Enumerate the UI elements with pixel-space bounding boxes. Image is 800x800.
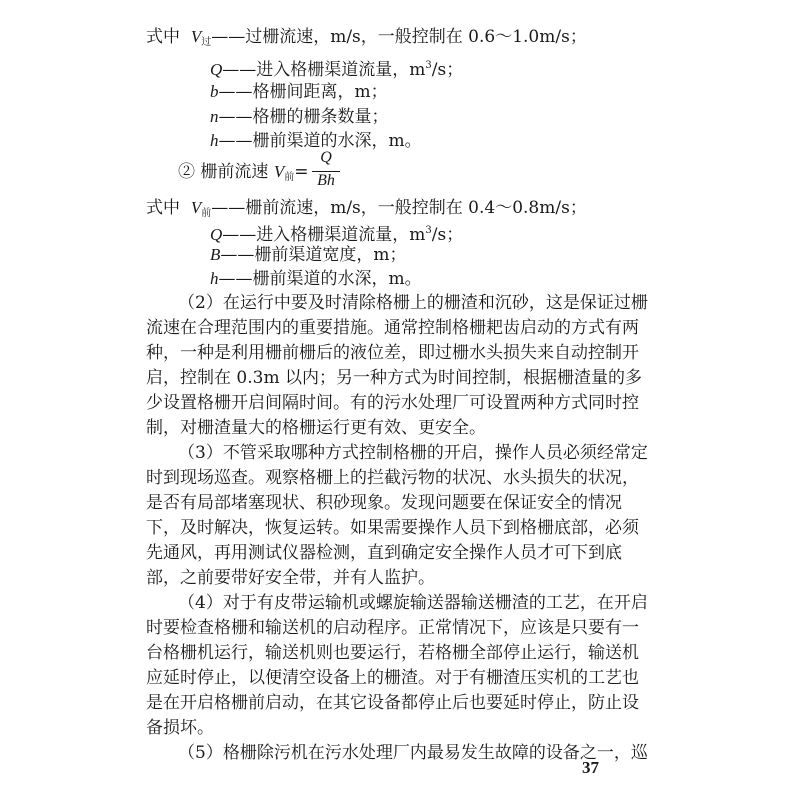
paragraph-line: 少设置格栅开启间隔时间。有的污水处理厂可设置两种方式同时控 [146, 393, 639, 413]
def2-item-desc: ——栅前渠道的水深，m。 [218, 269, 422, 289]
paragraph-line: （3）不管采取哪种方式控制格栅的开启，操作人员必须经常定 [178, 443, 648, 463]
paragraph-line: 下，及时解决，恢复运转。如果需要操作人员下到格栅底部，必须 [146, 518, 639, 538]
paragraph-line: 备损坏。 [146, 718, 214, 738]
def2-item [210, 268, 422, 290]
def1-item [210, 81, 388, 103]
def1-main-line [146, 26, 587, 54]
def1-item-desc: ——格栅的栅条数量； [218, 107, 389, 127]
paragraph-line: 应延时停止，以便清空设备上的栅渣。对于有栅渣压实机的工艺也 [146, 668, 639, 688]
paragraph-line: 种，一种是利用栅前栅后的液位差，即过栅水头损失来自动控制开 [146, 343, 639, 363]
def1-item-desc: ——栅前渠道的水深，m。 [218, 131, 422, 151]
paragraph-line: 流速在合理范围内的重要措施。通常控制格栅耙齿启动的方式有两 [146, 318, 639, 338]
def1-lead: 式中 [146, 27, 180, 47]
def1-item-symbol: n [210, 107, 219, 126]
def2-item-sup: 3 [425, 225, 432, 236]
def1-item-tail: /s； [431, 60, 464, 80]
paragraph-line: 台格栅机运行，输送机则也要运行，若格栅全部停止运行，输送机 [146, 643, 639, 663]
def1-item-symbol: h [210, 131, 219, 150]
def1-v-subscript: 过 [201, 37, 212, 48]
def2-item-tail: /s； [431, 225, 464, 245]
paragraph-line: （2）在运行中要及时清除格栅上的栅渣和沉砂，这是保证过栅 [178, 293, 648, 313]
formula2-label: ② 栅前流速 [178, 162, 269, 182]
paragraph-line: 部，之前要带好安全带，并有人监护。 [146, 568, 435, 588]
def2-item-symbol: B [210, 245, 221, 264]
page-number: 37 [582, 758, 599, 777]
paragraph-line: 是在开启格栅前启动，在其它设备都停止后也要延时停止，防止设 [146, 693, 639, 713]
formula2-v-subscript: 前 [284, 172, 295, 183]
paragraph-line: （4）对于有皮带运输机或螺旋输送器输送栅渣的工艺，在开启 [178, 593, 648, 613]
formula2-denominator: Bh [317, 172, 335, 189]
def1-item-symbol: b [210, 82, 219, 101]
formula2-equals: = [294, 162, 309, 182]
def2-item [210, 220, 463, 246]
paragraph-line: 制，对栅渣量大的格栅运行更有效、更安全。 [146, 418, 486, 438]
paragraph-line: 启，控制在 0.3m 以内；另一种方式为时间控制，根据栅渣量的多 [146, 368, 642, 388]
def2-v-symbol: V [190, 198, 202, 217]
paragraph-line: 先通风，再用测试仪器检测，直到确定安全操作人员才可下到底 [146, 543, 622, 563]
def1-item [210, 106, 389, 128]
paragraph-line: 是否有局部堵塞现状、积砂现象。发现问题要在保证安全的情况 [146, 493, 622, 513]
def2-item-symbol: h [210, 269, 219, 288]
def1-item [210, 55, 463, 81]
def2-lead: 式中 [146, 198, 180, 218]
paragraph-line: 时到现场巡查。观察格栅上的拦截污物的状况、水头损失的状况， [146, 468, 639, 488]
def1-v-description: ——过栅流速，m/s，一般控制在 0.6～1.0m/s； [211, 27, 587, 47]
def2-item-desc: ——进入格栅渠道流量，m [222, 225, 426, 245]
formula2-v-symbol: V [273, 162, 285, 181]
formula2-numerator: Q [320, 149, 332, 166]
def1-item-symbol: Q [210, 60, 223, 79]
def2-v-subscript: 前 [201, 208, 212, 219]
def1-item-desc: ——进入格栅渠道流量，m [222, 60, 426, 80]
paragraph-line: 时要检查格栅和输送机的启动程序。正常情况下，应该是只要有一 [146, 618, 639, 638]
formula2 [178, 161, 308, 189]
def1-v-symbol: V [190, 27, 202, 46]
paragraph-line: （5）格栅除污机在污水处理厂内最易发生故障的设备之一，巡 [178, 743, 648, 763]
def2-v-description: ——栅前流速，m/s，一般控制在 0.4～0.8m/s； [211, 198, 587, 218]
def1-item-desc: ——格栅间距离，m； [218, 82, 388, 102]
def2-item-desc: ——栅前渠道宽度，m； [220, 245, 407, 265]
def1-item-sup: 3 [425, 60, 432, 71]
def2-item [210, 244, 407, 266]
def2-item-symbol: Q [210, 225, 223, 244]
